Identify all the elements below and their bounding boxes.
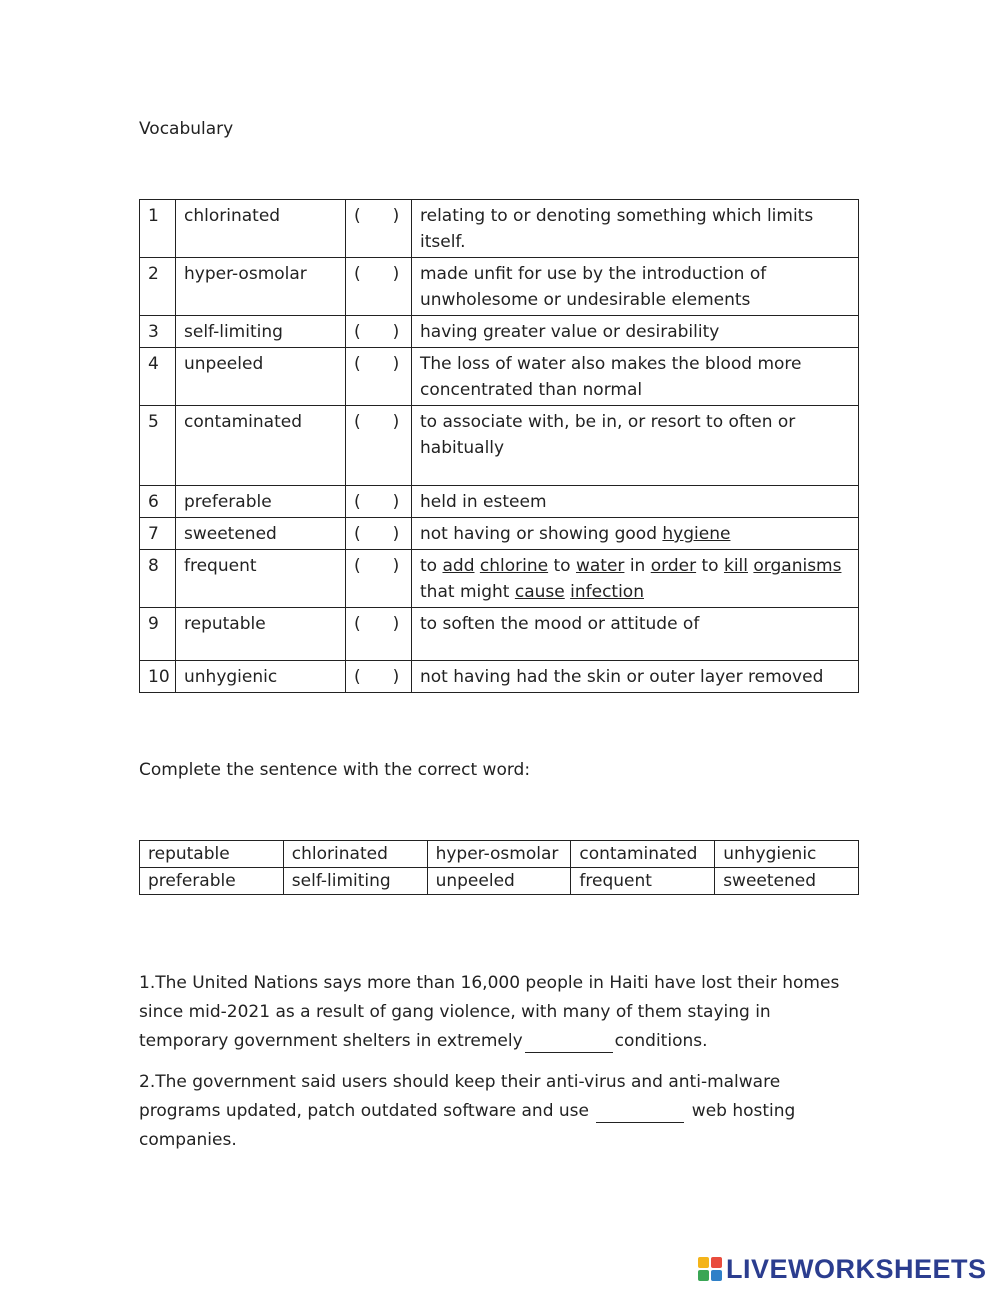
definition: The loss of water also makes the blood more concentrated than normal [412, 348, 859, 406]
definition-word: in [629, 556, 646, 576]
answer-blank [346, 486, 412, 518]
table-row [140, 316, 859, 348]
definition-word: to [701, 556, 719, 576]
vocabulary-table [139, 199, 859, 693]
word-bank-table [139, 840, 859, 895]
paren-close: ) [392, 556, 400, 576]
paren-open: ( [354, 206, 361, 226]
paren-open: ( [354, 322, 361, 342]
table-row [140, 200, 859, 258]
table-row [140, 608, 859, 661]
paren-close: ) [392, 264, 400, 284]
paren-close: ) [392, 524, 400, 544]
answer-input[interactable] [361, 553, 377, 579]
paren-close: ) [392, 412, 400, 432]
answer-blank [346, 406, 412, 486]
vocab-word: unpeeled [176, 348, 346, 406]
row-number: 3 [140, 316, 176, 348]
paren-open: ( [354, 556, 361, 576]
vocab-word: hyper-osmolar [176, 258, 346, 316]
underlined-word: kill [723, 556, 748, 576]
definition: not having had the skin or outer layer removed [412, 661, 859, 693]
word-bank-item: reputable [140, 841, 284, 868]
table-row [140, 348, 859, 406]
definition-word: to [553, 556, 571, 576]
sentence-text: 2.The government said users should keep their anti-virus and anti-malware programs updated, patch outdated software and use [139, 1072, 786, 1121]
paren-open: ( [354, 667, 361, 687]
word-bank-item: frequent [571, 868, 715, 895]
row-number: 9 [140, 608, 176, 661]
liveworksheets-logo [698, 1252, 987, 1286]
vocab-word: chlorinated [176, 200, 346, 258]
vocab-word: frequent [176, 550, 346, 608]
answer-blank [346, 200, 412, 258]
sentence-1-blank[interactable] [525, 1032, 613, 1053]
table-row [140, 661, 859, 693]
row-number: 5 [140, 406, 176, 486]
table-row [140, 550, 859, 608]
word-bank-item: unpeeled [427, 868, 571, 895]
vocab-word: sweetened [176, 518, 346, 550]
answer-input[interactable] [361, 611, 377, 637]
underlined-word: water [575, 556, 625, 576]
row-number: 6 [140, 486, 176, 518]
answer-blank [346, 550, 412, 608]
sentence-text: web hosting companies. [139, 1101, 801, 1150]
answer-blank [346, 518, 412, 550]
table-row [140, 406, 859, 486]
row-number: 7 [140, 518, 176, 550]
vocab-word: preferable [176, 486, 346, 518]
underlined-word: order [650, 556, 697, 576]
row-number: 8 [140, 550, 176, 608]
underlined-word: infection [570, 582, 644, 602]
paren-close: ) [392, 614, 400, 634]
paren-open: ( [354, 492, 361, 512]
definition: made unfit for use by the introduction of unwholesome or undesirable elements [412, 258, 859, 316]
word-bank-item: chlorinated [283, 841, 427, 868]
underlined-word: hygiene [662, 524, 731, 544]
word-bank-item: unhygienic [715, 841, 859, 868]
row-number: 10 [140, 661, 176, 693]
vocab-word: contaminated [176, 406, 346, 486]
logo-text: LIVEWORKSHEETS [726, 1253, 987, 1284]
paren-close: ) [392, 667, 400, 687]
answer-blank [346, 258, 412, 316]
logo-mark-icon [698, 1257, 722, 1281]
paren-open: ( [354, 614, 361, 634]
paren-open: ( [354, 264, 361, 284]
underlined-word: cause [514, 582, 565, 602]
table-row [140, 258, 859, 316]
table-row [140, 518, 859, 550]
paren-close: ) [392, 206, 400, 226]
answer-input[interactable] [361, 664, 377, 690]
answer-input[interactable] [361, 351, 377, 377]
word-bank-row [140, 868, 859, 895]
answer-input[interactable] [361, 203, 377, 229]
definition: having greater value or desirability [412, 316, 859, 348]
page-title: Vocabulary [139, 119, 234, 139]
sentence-2 [139, 1068, 859, 1155]
underlined-word: organisms [753, 556, 842, 576]
answer-blank [346, 608, 412, 661]
row-number: 4 [140, 348, 176, 406]
answer-input[interactable] [361, 489, 377, 515]
definition: held in esteem [412, 486, 859, 518]
paren-close: ) [392, 322, 400, 342]
definition-text: not having or showing good [420, 524, 663, 544]
paren-open: ( [354, 412, 361, 432]
definition: to associate with, be in, or resort to often or habitually [412, 406, 859, 486]
table-row [140, 486, 859, 518]
answer-input[interactable] [361, 261, 377, 287]
row-number: 2 [140, 258, 176, 316]
vocab-word: reputable [176, 608, 346, 661]
sentence-text: 1.The United Nations says more than 16,000 people in Haiti have lost their homes since mid-2021 as a result of gang violence, with many of them staying in temporary government shelters in extremely [139, 973, 840, 1051]
word-bank-row [140, 841, 859, 868]
definition [412, 550, 859, 608]
vocab-word: self-limiting [176, 316, 346, 348]
underlined-word: add [442, 556, 475, 576]
paren-close: ) [392, 354, 400, 374]
word-bank-item: self-limiting [283, 868, 427, 895]
word-bank-item: hyper-osmolar [427, 841, 571, 868]
sentence-1 [139, 969, 859, 1056]
paren-open: ( [354, 354, 361, 374]
answer-blank [346, 316, 412, 348]
sentence-text: conditions. [614, 1031, 708, 1051]
definition-word: that [420, 582, 455, 602]
underlined-word: chlorine [479, 556, 549, 576]
answer-input[interactable] [361, 319, 377, 345]
sentence-2-blank[interactable] [596, 1102, 684, 1123]
word-bank-item: sweetened [715, 868, 859, 895]
section-heading: Complete the sentence with the correct word: [139, 760, 531, 780]
answer-blank [346, 348, 412, 406]
answer-input[interactable] [361, 409, 377, 435]
vocab-word: unhygienic [176, 661, 346, 693]
paren-open: ( [354, 524, 361, 544]
definition-word: to [420, 556, 438, 576]
word-bank-item: contaminated [571, 841, 715, 868]
definition: to soften the mood or attitude of [412, 608, 859, 661]
answer-input[interactable] [361, 521, 377, 547]
word-bank-item: preferable [140, 868, 284, 895]
definition-word: might [459, 582, 510, 602]
definition: relating to or denoting something which limits itself. [412, 200, 859, 258]
definition [412, 518, 859, 550]
row-number: 1 [140, 200, 176, 258]
answer-blank [346, 661, 412, 693]
paren-close: ) [392, 492, 400, 512]
